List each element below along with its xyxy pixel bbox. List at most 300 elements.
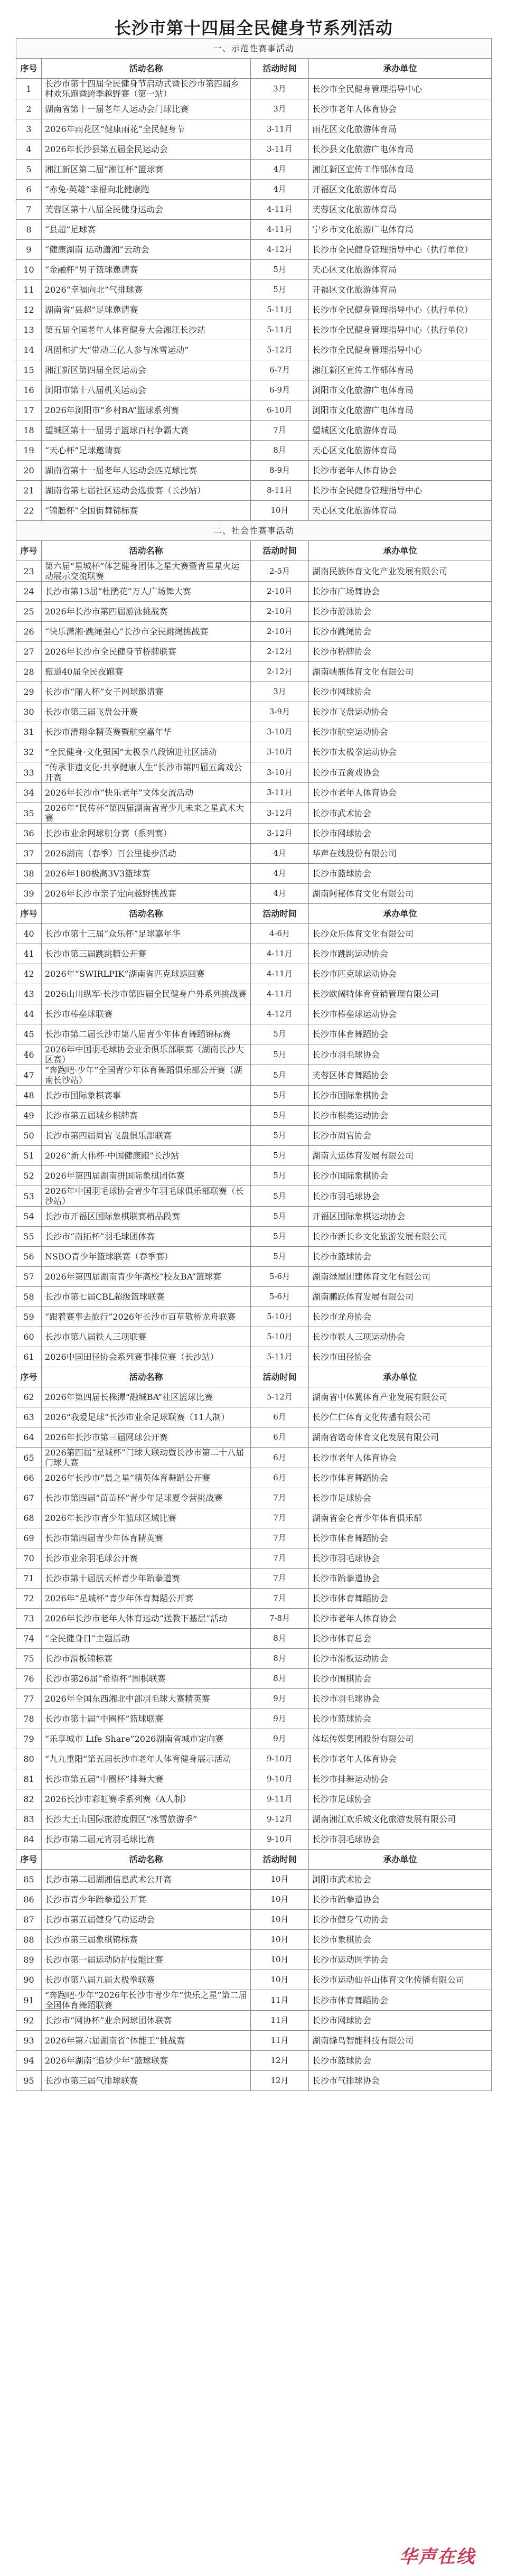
table-row — [16, 762, 492, 783]
organizer: 湖南省诺奇体育文化发展有限公司 — [309, 1427, 492, 1448]
row-number: 53 — [16, 1186, 42, 1207]
table-row — [16, 79, 492, 99]
activity-name: 第六届“星城杯”体艺健身团体之星大赛暨青星星火运动展示交流联赛 — [42, 561, 251, 582]
row-number: 81 — [16, 1769, 42, 1789]
activity-name: 2026年中国羽毛球协会青少年羽毛球俱乐部联赛（长沙站） — [42, 1186, 251, 1207]
table-row — [16, 1347, 492, 1367]
activity-time: 9-10月 — [251, 1749, 309, 1769]
activity-name: 长沙市第十届“中圈杯”篮球联赛 — [42, 1709, 251, 1729]
activity-time: 2-5月 — [251, 561, 309, 582]
activity-name: 2026年雨花区“健康雨花”全民健身节 — [42, 119, 251, 139]
table-row — [16, 1065, 492, 1086]
table-row — [16, 1910, 492, 1930]
table-row — [16, 260, 492, 280]
row-number: 12 — [16, 300, 42, 320]
organizer: 长沙众乐体育文化有限公司 — [309, 924, 492, 944]
activity-name: 2026中国田径协会系列赛事排位赛（长沙站） — [42, 1347, 251, 1367]
table-row — [16, 622, 492, 642]
organizer: 长沙市运动仙谷山体育文化传播有限公司 — [309, 1970, 492, 1990]
row-number: 41 — [16, 944, 42, 964]
activity-name: 2026年“星城杯”青少年体育舞蹈公开赛 — [42, 1589, 251, 1609]
organizer: 长沙市滑板运动协会 — [309, 1649, 492, 1669]
organizer: 长沙市羽毛球协会 — [309, 1044, 492, 1065]
column-header-activity-time: 活动时间 — [251, 1850, 309, 1870]
activity-name: “全民健身日”主题活动 — [42, 1629, 251, 1649]
activity-time: 11月 — [251, 2031, 309, 2051]
row-number: 15 — [16, 360, 42, 380]
activity-name: 长沙市第十三届“众乐杯”足球嘉年华 — [42, 924, 251, 944]
activity-name: 2026年长沙市第四届游泳挑战赛 — [42, 602, 251, 622]
row-number: 16 — [16, 380, 42, 400]
organizer: 长沙市健身气功协会 — [309, 1910, 492, 1930]
activity-time: 5-11月 — [251, 1347, 309, 1367]
activity-time: 4-6月 — [251, 924, 309, 944]
table-row — [16, 642, 492, 662]
table-row — [16, 1609, 492, 1629]
table-row — [16, 1207, 492, 1227]
row-number: 5 — [16, 160, 42, 180]
organizer: 长沙市游泳协会 — [309, 602, 492, 622]
activity-name: “快乐潇湘·跳绳强心”长沙市全民跳绳挑战赛 — [42, 622, 251, 642]
row-number: 19 — [16, 441, 42, 461]
organizer: 雨花区文化旅游体育局 — [309, 119, 492, 139]
activity-name: 长沙市滑板锦标赛 — [42, 1649, 251, 1669]
row-number: 85 — [16, 1870, 42, 1890]
activity-time: 5-11月 — [251, 300, 309, 320]
organizer: 长沙市体育舞蹈协会 — [309, 1468, 492, 1488]
activity-time: 2-10月 — [251, 582, 309, 602]
activity-time: 9月 — [251, 1689, 309, 1709]
activity-time: 5-10月 — [251, 1307, 309, 1327]
activity-time: 2-12月 — [251, 662, 309, 682]
table-row — [16, 924, 492, 944]
activity-time: 8月 — [251, 1649, 309, 1669]
activity-name: 2026年“SWIRLPIK”湖南省匹克球巡回赛 — [42, 964, 251, 984]
activity-name: “金融杯”男子篮球邀请赛 — [42, 260, 251, 280]
organizer: 长沙市国际象棋协会 — [309, 1166, 492, 1186]
activity-time: 9月 — [251, 1709, 309, 1729]
activity-name: 2026年第四届长株潭“融城BA”社区篮球比赛 — [42, 1387, 251, 1407]
organizer: 长沙市老年人体育协会 — [309, 461, 492, 481]
activity-time: 10月 — [251, 1870, 309, 1890]
organizer: 长沙市篮球协会 — [309, 1247, 492, 1267]
watermark-logo: 华声在线 — [399, 2546, 475, 2568]
table-row — [16, 1227, 492, 1247]
table-row — [16, 1468, 492, 1488]
organizer: 长沙市跳跳运动协会 — [309, 944, 492, 964]
organizer: 长沙市老年人体育协会 — [309, 99, 492, 119]
activity-time: 5-11月 — [251, 320, 309, 340]
organizer: 湘江新区宣传工作部体育局 — [309, 360, 492, 380]
column-header-organizer: 承办单位 — [309, 904, 492, 924]
table-header-row — [16, 541, 492, 561]
activity-time: 5月 — [251, 1065, 309, 1086]
activity-time: 5-12月 — [251, 1387, 309, 1407]
row-number: 66 — [16, 1468, 42, 1488]
row-number: 29 — [16, 682, 42, 702]
table-row — [16, 1789, 492, 1809]
organizer: 长沙市羽毛球协会 — [309, 1548, 492, 1569]
row-number: 8 — [16, 220, 42, 240]
activity-name: 2026年长沙市“快乐老年”文体交流活动 — [42, 783, 251, 803]
activity-time: 5月 — [251, 260, 309, 280]
table-row — [16, 662, 492, 682]
activity-time: 10月 — [251, 501, 309, 521]
row-number: 77 — [16, 1689, 42, 1709]
activity-name: 2026年湖南“追梦少年”篮球联赛 — [42, 2051, 251, 2071]
table-row — [16, 200, 492, 220]
row-number: 50 — [16, 1126, 42, 1146]
row-number: 94 — [16, 2051, 42, 2071]
activity-time: 7月 — [251, 1488, 309, 1508]
row-number: 37 — [16, 844, 42, 864]
activity-time: 3-12月 — [251, 803, 309, 824]
activity-time: 5月 — [251, 1207, 309, 1227]
row-number: 4 — [16, 139, 42, 160]
table-row — [16, 1990, 492, 2011]
activity-name: 2026第四届“星城杯”门球大联动暨长沙市第二十八届门球大赛 — [42, 1448, 251, 1468]
table-row — [16, 441, 492, 461]
column-header-organizer: 承办单位 — [309, 541, 492, 561]
activity-name: 2026年中国羽毛球协会业余俱乐部联赛（湖南长沙大区赛） — [42, 1044, 251, 1065]
organizer: 长沙市新长乡文化旅游发展有限公司 — [309, 1227, 492, 1247]
table-row — [16, 300, 492, 320]
activity-time: 4月 — [251, 160, 309, 180]
organizer: 长沙市足球协会 — [309, 1789, 492, 1809]
row-number: 7 — [16, 200, 42, 220]
organizer: 长沙市武术协会 — [309, 803, 492, 824]
activity-time: 7月 — [251, 1548, 309, 1569]
table-row — [16, 803, 492, 824]
activity-name: 2026年第六届湖南省“体能王”挑战赛 — [42, 2031, 251, 2051]
activity-time: 5月 — [251, 280, 309, 300]
row-number: 48 — [16, 1086, 42, 1106]
organizer: 长沙市体育舞蹈协会 — [309, 1528, 492, 1548]
row-number: 62 — [16, 1387, 42, 1407]
activity-name: 湘江新区第二届“湘江杯”篮球赛 — [42, 160, 251, 180]
activity-name: 2026长沙市彩虹赛季系列赛（A人制） — [42, 1789, 251, 1809]
activity-name: 长沙市第二届长沙市第八届青少年体育舞蹈锦标赛 — [42, 1024, 251, 1044]
organizer: 宁乡市文化旅游广电体育局 — [309, 220, 492, 240]
organizer: 长沙市桥牌协会 — [309, 642, 492, 662]
organizer: 湖南绿屋团建体育文化有限公司 — [309, 1267, 492, 1287]
activity-time: 7月 — [251, 1589, 309, 1609]
table-row — [16, 1247, 492, 1267]
row-number: 56 — [16, 1247, 42, 1267]
row-number: 31 — [16, 722, 42, 742]
activity-time: 4月 — [251, 844, 309, 864]
column-header-activity-time: 活动时间 — [251, 904, 309, 924]
activity-name: 长沙市国际象棋赛事 — [42, 1086, 251, 1106]
activity-time: 7月 — [251, 1569, 309, 1589]
activity-time: 3-11月 — [251, 783, 309, 803]
table-row — [16, 1749, 492, 1769]
activity-name: 2026年长沙市第三届网球公开赛 — [42, 1427, 251, 1448]
organizer: 长沙市足球协会 — [309, 1488, 492, 1508]
activity-name: “乐享城市 Life Share”2026湖南省城市定向赛 — [42, 1729, 251, 1749]
organizer: 开福区国际象棋运动协会 — [309, 1207, 492, 1227]
section-title: 一、示范性赛事活动 — [16, 39, 492, 59]
row-number: 83 — [16, 1809, 42, 1830]
row-number: 49 — [16, 1106, 42, 1126]
activity-name: “奔跑吧·少年”全国青少年体育舞蹈俱乐部公开赛（湖南长沙站） — [42, 1065, 251, 1086]
activity-name: 长沙市第一届运动防护技能比赛 — [42, 1950, 251, 1970]
activity-name: 长沙市第二届湖湘信息武术公开赛 — [42, 1870, 251, 1890]
activity-time: 4月 — [251, 864, 309, 884]
table-row — [16, 944, 492, 964]
row-number: 64 — [16, 1427, 42, 1448]
organizer: 湖南蜂鸟智能科技有限公司 — [309, 2031, 492, 2051]
activity-time: 5月 — [251, 1247, 309, 1267]
activity-name: 湖南省第七届社区运动会选拔赛（长沙站） — [42, 481, 251, 501]
table-row — [16, 180, 492, 200]
activity-time: 10月 — [251, 1930, 309, 1950]
table-header-row — [16, 1850, 492, 1870]
activity-time: 10月 — [251, 1890, 309, 1910]
organizer: 华声在线股份有限公司 — [309, 844, 492, 864]
table-row — [16, 1890, 492, 1910]
organizer: 长沙市铁人三项运动协会 — [309, 1327, 492, 1347]
organizer: 长沙市气排球协会 — [309, 2071, 492, 2091]
activity-time: 3-10月 — [251, 742, 309, 762]
activity-time: 10月 — [251, 1970, 309, 1990]
activity-name: 长沙市棒垒球联赛 — [42, 1004, 251, 1024]
table-row — [16, 824, 492, 844]
table-row — [16, 1267, 492, 1287]
table-header-row — [16, 1367, 492, 1387]
organizer: 长沙市匹克球运动协会 — [309, 964, 492, 984]
activity-time: 5月 — [251, 1086, 309, 1106]
table-row — [16, 1508, 492, 1528]
row-number: 22 — [16, 501, 42, 521]
activity-time: 4月 — [251, 180, 309, 200]
row-number: 39 — [16, 884, 42, 904]
organizer: 长沙市网球协会 — [309, 682, 492, 702]
organizer: 浏阳市文化旅游广电体育局 — [309, 380, 492, 400]
organizer: 长沙市排舞运动协会 — [309, 1769, 492, 1789]
organizer: 长沙欧阔特体育营销管理有限公司 — [309, 984, 492, 1004]
organizer: 天心区文化旅游体育局 — [309, 501, 492, 521]
row-number: 2 — [16, 99, 42, 119]
row-number: 90 — [16, 1970, 42, 1990]
activity-time: 5-10月 — [251, 1327, 309, 1347]
activity-time: 4-11月 — [251, 984, 309, 1004]
activity-time: 11月 — [251, 2011, 309, 2031]
table-row — [16, 1970, 492, 1990]
activity-name: “跟着赛事去旅行”2026年长沙市百草敬桥龙舟联赛 — [42, 1307, 251, 1327]
activity-time: 10月 — [251, 1950, 309, 1970]
row-number: 78 — [16, 1709, 42, 1729]
activity-time: 6-10月 — [251, 400, 309, 421]
row-number: 23 — [16, 561, 42, 582]
activity-time: 6-9月 — [251, 380, 309, 400]
row-number: 65 — [16, 1448, 42, 1468]
activity-time: 4月 — [251, 884, 309, 904]
row-number: 58 — [16, 1287, 42, 1307]
row-number: 76 — [16, 1669, 42, 1689]
organizer: 湘江新区宣传工作部体育局 — [309, 160, 492, 180]
table-row — [16, 1086, 492, 1106]
table-row — [16, 119, 492, 139]
row-number: 54 — [16, 1207, 42, 1227]
activity-time: 8月 — [251, 1629, 309, 1649]
activity-time: 5月 — [251, 1024, 309, 1044]
table-row — [16, 1287, 492, 1307]
row-number: 21 — [16, 481, 42, 501]
activity-name: 长沙市开福区国际象棋联赛精品段赛 — [42, 1207, 251, 1227]
table-row — [16, 722, 492, 742]
activity-name: 湘江新区第四届全民运动会 — [42, 360, 251, 380]
table-row — [16, 139, 492, 160]
activities-table — [16, 38, 492, 2091]
row-number: 93 — [16, 2031, 42, 2051]
activity-name: 长沙市第七届CBL超级篮球联赛 — [42, 1287, 251, 1307]
activity-time: 9-11月 — [251, 1789, 309, 1809]
table-row — [16, 1569, 492, 1589]
row-number: 3 — [16, 119, 42, 139]
activity-time: 7月 — [251, 1528, 309, 1548]
organizer: 湖南峡瓶体育文化有限公司 — [309, 662, 492, 682]
table-row — [16, 1307, 492, 1327]
row-number: 30 — [16, 702, 42, 722]
activity-time: 5月 — [251, 1146, 309, 1166]
organizer: 长沙市篮球协会 — [309, 1709, 492, 1729]
table-row — [16, 1649, 492, 1669]
activity-time: 3-10月 — [251, 762, 309, 783]
activity-time: 10月 — [251, 1910, 309, 1930]
table-row — [16, 220, 492, 240]
organizer: 长沙市全民健身管理指导中心（执行单位） — [309, 300, 492, 320]
organizer: 湖南湘江欢乐城文化旅游发展有限公司 — [309, 1809, 492, 1830]
organizer: 长沙市象棋协会 — [309, 1930, 492, 1950]
table-row — [16, 2071, 492, 2091]
activity-name: 长沙市滑翔伞精英赛暨航空嘉年华 — [42, 722, 251, 742]
organizer: 长沙市篮球协会 — [309, 2051, 492, 2071]
row-number: 42 — [16, 964, 42, 984]
activity-name: 巩固和扩大“带动三亿人参与冰雪运动” — [42, 340, 251, 360]
row-number: 28 — [16, 662, 42, 682]
activity-time: 12月 — [251, 2071, 309, 2091]
activity-name: 长沙市第三届气排球联赛 — [42, 2071, 251, 2091]
activity-time: 5-12月 — [251, 340, 309, 360]
activity-time: 7-8月 — [251, 1609, 309, 1629]
row-number: 74 — [16, 1629, 42, 1649]
activity-time: 11月 — [251, 1990, 309, 2011]
table-row — [16, 400, 492, 421]
activity-time: 5-6月 — [251, 1267, 309, 1287]
activity-time: 5月 — [251, 1126, 309, 1146]
organizer: 长沙市棋类运动协会 — [309, 1106, 492, 1126]
column-header-row-number: 序号 — [16, 904, 42, 924]
row-number: 6 — [16, 180, 42, 200]
column-header-row-number: 序号 — [16, 1367, 42, 1387]
activity-time: 6月 — [251, 1468, 309, 1488]
table-row — [16, 844, 492, 864]
organizer: 长沙市全民健身管理指导中心（执行单位） — [309, 320, 492, 340]
table-row — [16, 160, 492, 180]
table-header-row — [16, 59, 492, 79]
organizer: 长沙市网球协会 — [309, 2011, 492, 2031]
row-number: 40 — [16, 924, 42, 944]
row-number: 73 — [16, 1609, 42, 1629]
organizer: 长沙市篮球协会 — [309, 864, 492, 884]
row-number: 87 — [16, 1910, 42, 1930]
activity-time: 2-10月 — [251, 602, 309, 622]
table-row — [16, 2011, 492, 2031]
organizer: 长沙市老年人体育协会 — [309, 783, 492, 803]
activity-time: 4-11月 — [251, 944, 309, 964]
activity-name: 长沙市“丽人杯”女子网球邀请赛 — [42, 682, 251, 702]
row-number: 57 — [16, 1267, 42, 1287]
row-number: 68 — [16, 1508, 42, 1528]
row-number: 80 — [16, 1749, 42, 1769]
activity-time: 3月 — [251, 99, 309, 119]
activity-time: 3-9月 — [251, 702, 309, 722]
activity-name: 2026年长沙市青少年篮球区域比赛 — [42, 1508, 251, 1528]
table-row — [16, 582, 492, 602]
table-row — [16, 702, 492, 722]
row-number: 9 — [16, 240, 42, 260]
table-row — [16, 682, 492, 702]
section-header-row — [16, 521, 492, 541]
activity-time: 2-10月 — [251, 622, 309, 642]
activity-name: 2026湖南（春季）百公里徒步活动 — [42, 844, 251, 864]
organizer: 长沙市老年人体育协会 — [309, 1749, 492, 1769]
table-row — [16, 99, 492, 119]
organizer: 长沙仁仁体育文化传播有限公司 — [309, 1407, 492, 1427]
table-row — [16, 1629, 492, 1649]
row-number: 13 — [16, 320, 42, 340]
activity-name: 湖南省“县超”足球邀请赛 — [42, 300, 251, 320]
table-row — [16, 783, 492, 803]
table-row — [16, 380, 492, 400]
row-number: 71 — [16, 1569, 42, 1589]
table-row — [16, 1930, 492, 1950]
activity-name: 长沙大王山国际旅游度假区“冰雪旅游季” — [42, 1809, 251, 1830]
organizer: 芙蓉区文化旅游体育局 — [309, 200, 492, 220]
table-row — [16, 1709, 492, 1729]
column-header-row-number: 序号 — [16, 59, 42, 79]
organizer: 天心区文化旅游体育局 — [309, 260, 492, 280]
organizer: 长沙市运动医学协会 — [309, 1950, 492, 1970]
organizer: 长沙市羽毛球协会 — [309, 1689, 492, 1709]
activity-name: 芙蓉区第十八届全民健身运动会 — [42, 200, 251, 220]
activity-name: 2026年长沙市老年人体育运动“送教下基层”活动 — [42, 1609, 251, 1629]
organizer: 长沙市全民健身管理指导中心 — [309, 79, 492, 99]
row-number: 61 — [16, 1347, 42, 1367]
activity-time: 12月 — [251, 2051, 309, 2071]
activity-name: 2026年浏阳市“乡村BA”篮球系列赛 — [42, 400, 251, 421]
activity-name: 浏阳市第十八届机关运动会 — [42, 380, 251, 400]
column-header-activity-time: 活动时间 — [251, 541, 309, 561]
organizer: 湖南民族体育文化产业发展有限公司 — [309, 561, 492, 582]
organizer: 长沙市羽毛球协会 — [309, 1830, 492, 1850]
row-number: 79 — [16, 1729, 42, 1749]
organizer: 湖南省中体冀体育产业发展有限公司 — [309, 1387, 492, 1407]
row-number: 20 — [16, 461, 42, 481]
organizer: 长沙市国际象棋协会 — [309, 1086, 492, 1106]
organizer: 长沙市全民健身管理指导中心 — [309, 340, 492, 360]
activity-name: 长沙市第五届“中圈杯”排舞大赛 — [42, 1769, 251, 1789]
organizer: 湖南省金仑青少年体育俱乐部 — [309, 1508, 492, 1528]
table-row — [16, 1448, 492, 1468]
row-number: 47 — [16, 1065, 42, 1086]
activity-time: 5月 — [251, 1166, 309, 1186]
activity-name: 湖南省第十一届老年人运动会门球比赛 — [42, 99, 251, 119]
row-number: 91 — [16, 1990, 42, 2011]
organizer: 长沙市棒垒球运动协会 — [309, 1004, 492, 1024]
table-row — [16, 1589, 492, 1609]
